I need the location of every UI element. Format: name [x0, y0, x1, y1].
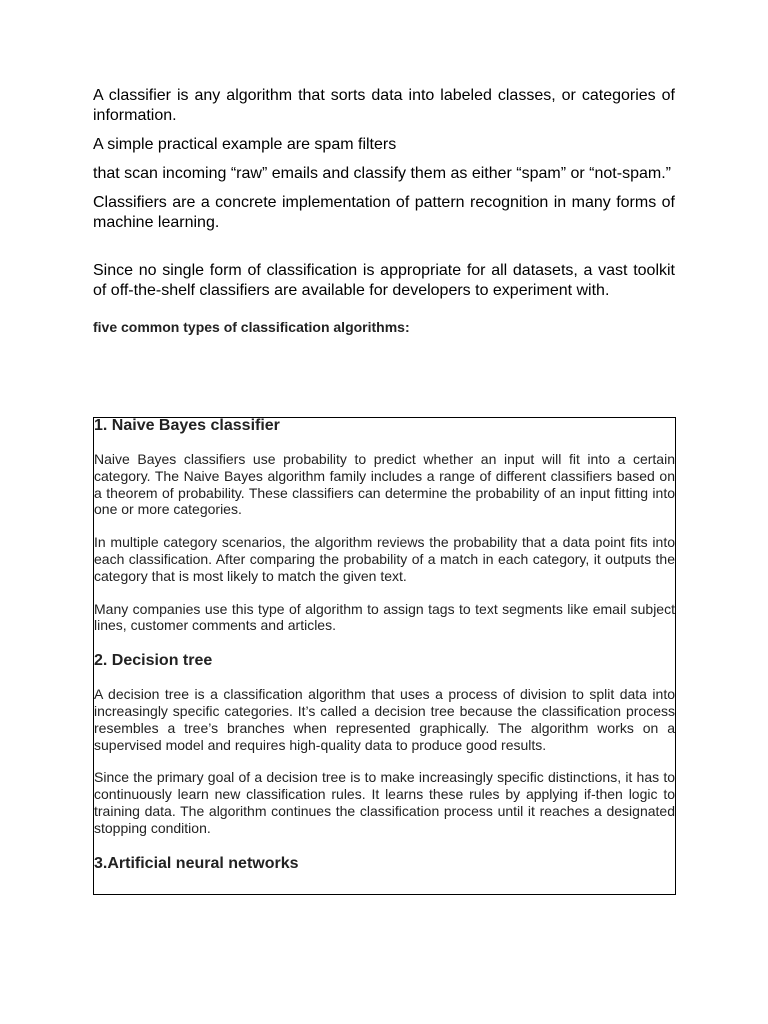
intro-paragraph-toolkit: Since no single form of classification is appropriate for all datasets, a vast toolkit of off-the-shelf classifiers are available for developers to experiment with.	[93, 262, 675, 299]
classification-types-box	[93, 417, 676, 895]
neural-networks-heading: 3.Artificial neural networks	[94, 854, 299, 872]
decision-tree-paragraph: A decision tree is a classification algorithm that uses a process of division to split data into increasingly specific categories. It’s called a decision tree because the classification process resembles a tree’s branches when represented graphically. The algorithm works on a supervised model and requires high-quality data to produce good results.	[94, 686, 675, 753]
naive-bayes-paragraph: Many companies use this type of algorithm to assign tags to text segments like email subject lines, customer comments and articles.	[94, 600, 675, 634]
naive-bayes-heading: 1. Naive Bayes classifier	[94, 417, 280, 434]
intro-paragraph-pattern-recognition: Classifiers are a concrete implementation of pattern recognition in many forms of machine learning.	[93, 194, 675, 231]
naive-bayes-paragraph: In multiple category scenarios, the algorithm reviews the probability that a data point fits into each classification. After comparing the probability of a match in each category, it outputs the category that is most likely to match the given text.	[94, 534, 675, 584]
intro-paragraph-spam-detail: that scan incoming “raw” emails and classify them as either “spam” or “not-spam.”	[93, 165, 671, 182]
intro-section	[93, 86, 675, 337]
types-subheading: five common types of classification algorithms:	[93, 319, 410, 335]
decision-tree-paragraph: Since the primary goal of a decision tree is to make increasingly specific distinctions, it has to continuously learn new classification rules. It learns these rules by applying if-then logic to training data. The algorithm continues the classification process until it reaches a designated stopping condition.	[94, 769, 675, 836]
intro-paragraph-spam-example: A simple practical example are spam filters	[93, 136, 397, 153]
decision-tree-heading: 2. Decision tree	[94, 652, 213, 670]
intro-paragraph-classifier-definition: A classifier is any algorithm that sorts data into labeled classes, or categories of information.	[93, 87, 675, 124]
naive-bayes-paragraph: Naive Bayes classifiers use probability to predict whether an input will fit into a certain category. The Naive Bayes algorithm family includes a range of different classifiers based on a theorem of probability. These classifiers can determine the probability of an input fitting into one or more categories.	[94, 451, 675, 518]
